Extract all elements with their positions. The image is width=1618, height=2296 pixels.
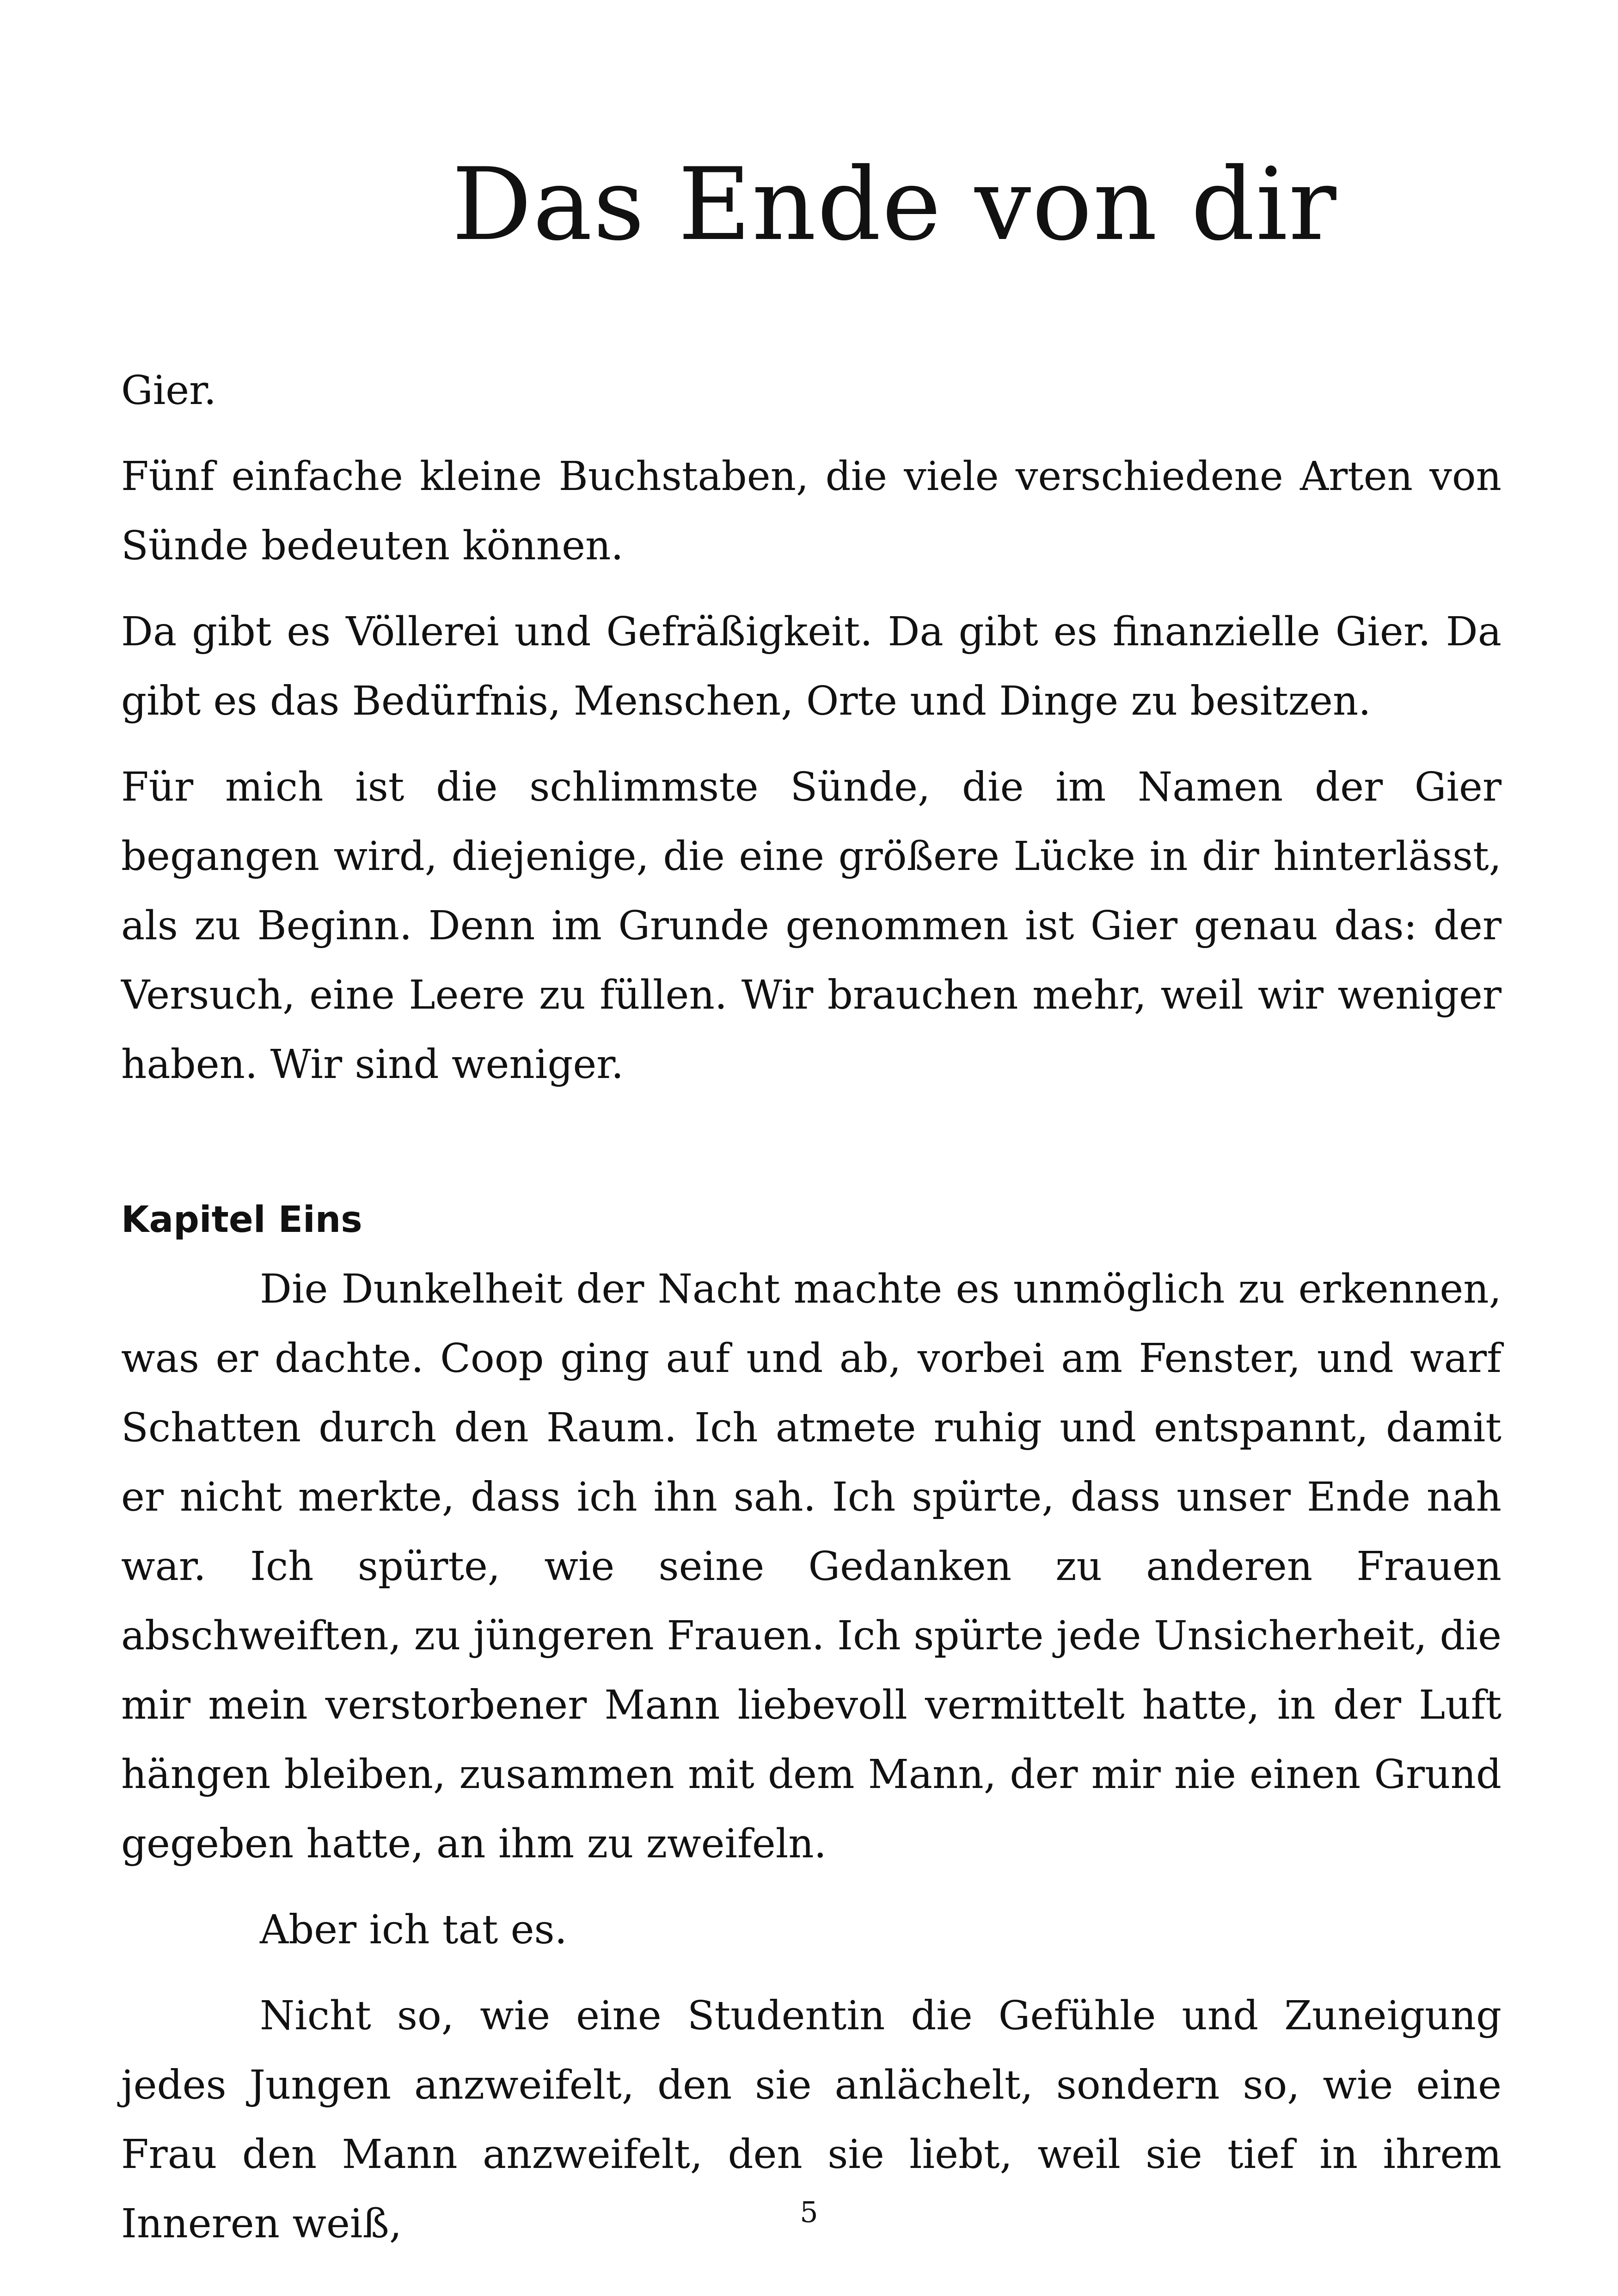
intro-paragraph-3: Da gibt es Völlerei und Gefräßigkeit. Da gibt es finanzielle Gier. Da gibt es das Bedürfnis, Menschen, Orte und Dinge zu besitzen. [121,609,1502,724]
intro-paragraph-1: Gier. [121,367,217,414]
intro-paragraph-2: Fünf einfache kleine Buchstaben, die viele verschiedene Arten von Sünde bedeuten können. [121,453,1502,569]
page-number: 5 [800,2195,818,2229]
chapter-paragraph-3: Nicht so, wie eine Studentin die Gefühle und Zuneigung jedes Jungen anzweifelt, den sie anlächelt, sondern so, wie eine Frau den Mann anzweifelt, den sie liebt, weil sie tief in ihrem Inneren weiß, [121,1993,1502,2247]
chapter-paragraph-2: Aber ich tat es. [260,1907,567,1953]
chapter-heading: Kapitel Eins [121,1199,362,1241]
page-body [121,356,1502,2275]
chapter-paragraph-1: Die Dunkelheit der Nacht machte es unmöglich zu erkennen, was er dachte. Coop ging auf und ab, vorbei am Fenster, und warf Schatten durch den Raum. Ich atmete ruhig und entspannt, damit er nicht merkte, dass ich ihn sah. Ich spürte, dass unser Ende nah war. Ich spürte, wie seine Gedanken zu anderen Frauen abschweiften, zu jüngeren Frauen. Ich spürte jede Unsicherheit, die mir mein verstorbener Mann liebevoll vermittelt hatte, in der Luft hängen bleiben, zusammen mit dem Mann, der mir nie einen Grund gegeben hatte, an ihm zu zweifeln. [121,1266,1502,1867]
intro-paragraph-4: Für mich ist die schlimmste Sünde, die im Namen der Gier begangen wird, diejenige, die eine größere Lücke in dir hinterlässt, als zu Beginn. Denn im Grunde genommen ist Gier genau das: der Versuch, eine Leere zu füllen. Wir brauchen mehr, weil wir weniger haben. Wir sind weniger. [121,764,1502,1088]
page-title: Das Ende von dir [452,147,1337,263]
